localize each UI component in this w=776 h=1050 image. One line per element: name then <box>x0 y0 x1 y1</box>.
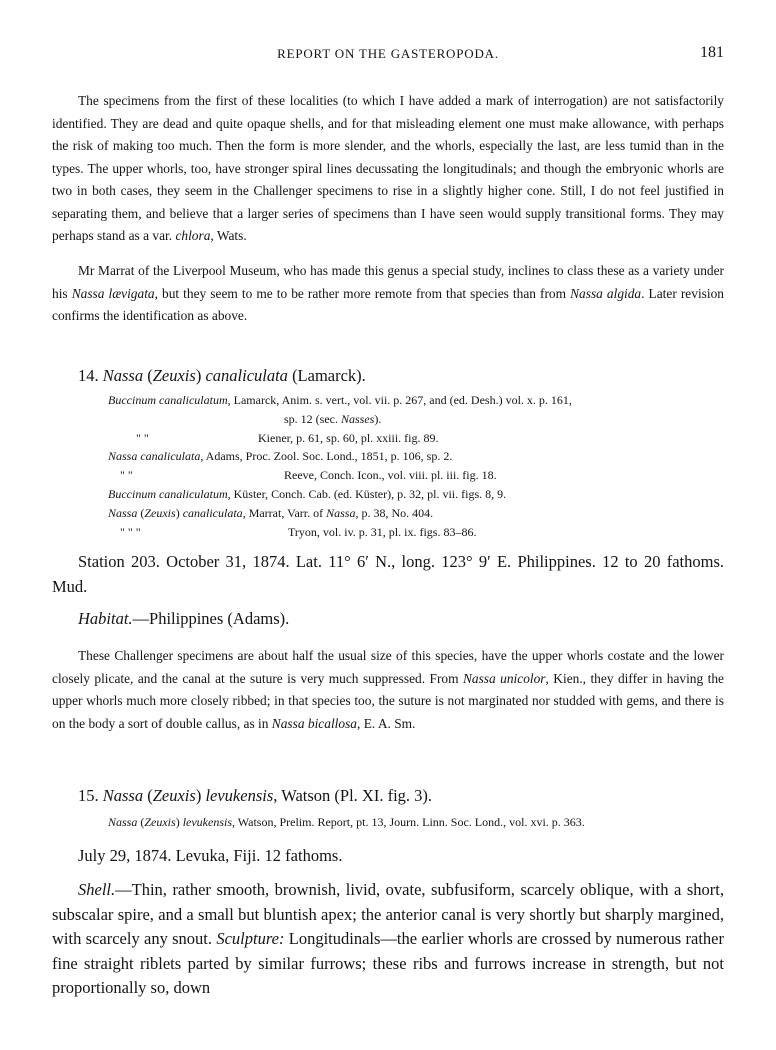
text-run: ( <box>143 786 153 805</box>
text-run: ( <box>137 505 145 520</box>
italic-text: Buccinum canaliculatum <box>108 393 228 407</box>
italic-text: Nassa lævigata <box>71 285 155 301</box>
italic-text: Nassa <box>108 505 138 520</box>
species-14-remarks <box>52 645 724 735</box>
text-run: , Lamarck, Anim. s. vert., vol. vii. p. 267, and (ed. Desh.) vol. x. p. 161, <box>227 393 572 407</box>
italic-text: Zeuxis <box>152 366 196 385</box>
text-run: " " <box>136 430 149 445</box>
species-14-synonymy <box>108 391 728 541</box>
italic-text: Nassa unicolor <box>462 670 546 686</box>
text-run: ( <box>137 815 145 829</box>
italic-text: Buccinum canaliculatum <box>108 486 228 501</box>
running-title: REPORT ON THE GASTEROPODA. <box>277 46 499 61</box>
italic-text: Shell. <box>78 880 116 899</box>
italic-text: Sculpture: <box>216 929 285 949</box>
text-run: sp. 12 (sec. <box>284 411 341 426</box>
italic-text: Nassa algida <box>570 285 642 301</box>
text-run: Tryon, vol. iv. p. 31, pl. ix. figs. 83–86. <box>288 524 477 539</box>
text-run: ) <box>175 815 183 829</box>
italic-text: canaliculata <box>205 366 288 385</box>
text-run: " " " <box>120 524 141 539</box>
synonymy-line <box>108 504 728 523</box>
italic-text: canaliculata <box>182 505 243 520</box>
italic-text: Nassa <box>102 366 144 385</box>
italic-text: Nassa <box>102 786 144 805</box>
synonymy-line <box>108 466 728 485</box>
text-run: , p. 38, No. 404. <box>355 505 434 520</box>
text-run: ) <box>195 366 206 385</box>
species-14-heading <box>78 366 366 386</box>
italic-text: Nassa bicallosa <box>271 715 357 731</box>
italic-text: Nassa <box>326 505 356 520</box>
text-run: (Lamarck). <box>287 366 366 385</box>
text-run: , Wats. <box>210 228 247 243</box>
text-run: , Kien., they differ in having the upper whorls much more closely ribbed; in that species too, the suture is not marginated nor studded with gems, and there is on the body a sort of double callus, as in <box>52 670 724 731</box>
text-run: These Challenger specimens are about half the usual size of this species, have the upper whorls costate and the lower closely plicate, and the canal at the suture is very much suppressed. From <box>52 648 724 686</box>
text-run: , Marrat, Varr. of <box>242 505 327 520</box>
text-run: ( <box>143 366 153 385</box>
species-15-description <box>52 878 724 1001</box>
species-14-station: Station 203. October 31, 1874. Lat. 11° 6′ N., long. 123° 9′ E. Philippines. 12 to 20 fathoms. Mud. <box>52 552 724 596</box>
text-run: Mr Marrat of the Liverpool Museum, who has made this genus a special study, inclines to class these as a variety under his <box>52 263 724 301</box>
text-run: , Watson, Prelim. Report, pt. 13, Journ. Linn. Soc. Lond., vol. xvi. p. 363. <box>232 815 585 829</box>
text-run: , E. A. Sm. <box>357 715 416 731</box>
italic-text: levukensis <box>182 815 232 829</box>
text-run: —Thin, rather smooth, brownish, livid, ovate, subfusiform, scarcely oblique, with a short, subscalar spire, and a small but bluntish apex; the anterior canal is very shortly but sharply margined, with scarcely any snout. <box>52 880 724 949</box>
text-run: Reeve, Conch. Icon., vol. viii. pl. iii. fig. 18. <box>284 468 497 483</box>
italic-text: levukensis <box>205 786 274 805</box>
italic-text: Zeuxis <box>152 786 196 805</box>
species-15-heading <box>78 786 432 806</box>
synonymy-line <box>108 485 728 504</box>
text-run: , Küster, Conch. Cab. (ed. Küster), p. 32, pl. vii. figs. 8, 9. <box>227 486 507 501</box>
page-number: 181 <box>700 44 724 61</box>
text-run: . Later revision confirms the identification as above. <box>52 285 724 323</box>
intro-paragraph-1 <box>52 90 724 248</box>
species-15-synonymy <box>108 815 728 830</box>
text-run: —Philippines (Adams). <box>132 609 290 628</box>
text-run: ) <box>195 786 206 805</box>
italic-text: Zeuxis <box>144 505 176 520</box>
text-run: ). <box>374 411 382 426</box>
text-run: , Watson (Pl. XI. fig. 3). <box>273 786 433 805</box>
italic-text: Nasses <box>341 411 375 426</box>
text-run: 15. <box>78 786 103 805</box>
synonymy-line <box>108 429 728 448</box>
synonymy-line <box>108 410 728 429</box>
text-run: , but they seem to me to be rather more remote from that species than from <box>154 285 571 301</box>
species-15-station: July 29, 1874. Levuka, Fiji. 12 fathoms. <box>78 846 343 865</box>
text-run: " " <box>120 468 133 483</box>
species-14-habitat <box>78 609 289 629</box>
italic-text: Nassa canaliculata <box>108 449 201 464</box>
italic-text: Nassa <box>108 815 138 829</box>
synonymy-line <box>108 523 728 542</box>
text-run: , Adams, Proc. Zool. Soc. Lond., 1851, p. 106, sp. 2. <box>200 449 453 464</box>
intro-paragraph-2 <box>52 260 724 328</box>
text-run: The specimens from the first of these localities (to which I have added a mark of interrogation) are not satisfactorily identified. They are dead and quite opaque shells, and for that misleading element one must make allowance, with perhaps the risk of making too much. Then the form is more slender, and the whorls, especially the last, are less tumid than in the types. The upper whorls, too, have stronger spiral lines decussating the longitudinals; and though the embryonic whorls are two in both cases, they seem in the Challenger specimens to rise in a slightly higher cone. Still, I do not feel justified in separating them, and believe that a larger series of specimens than I have seen would supply transitional forms. They may perhaps stand as a var. <box>52 93 724 243</box>
italic-text: Zeuxis <box>144 815 176 829</box>
synonymy-line <box>108 391 728 410</box>
page-header <box>0 44 776 64</box>
synonymy-line <box>108 447 728 466</box>
italic-text: chlora <box>175 228 211 243</box>
italic-text: Habitat. <box>78 609 133 628</box>
text-run: Longitudinals—the earlier whorls are crossed by numerous rather fine straight riblets parted by similar furrows; these ribs and furrows increase in strength, but not proportionally so, down <box>52 929 724 998</box>
text-run: 14. <box>78 366 103 385</box>
text-run: ) <box>175 505 183 520</box>
text-run: Kiener, p. 61, sp. 60, pl. xxiii. fig. 89. <box>258 430 439 445</box>
